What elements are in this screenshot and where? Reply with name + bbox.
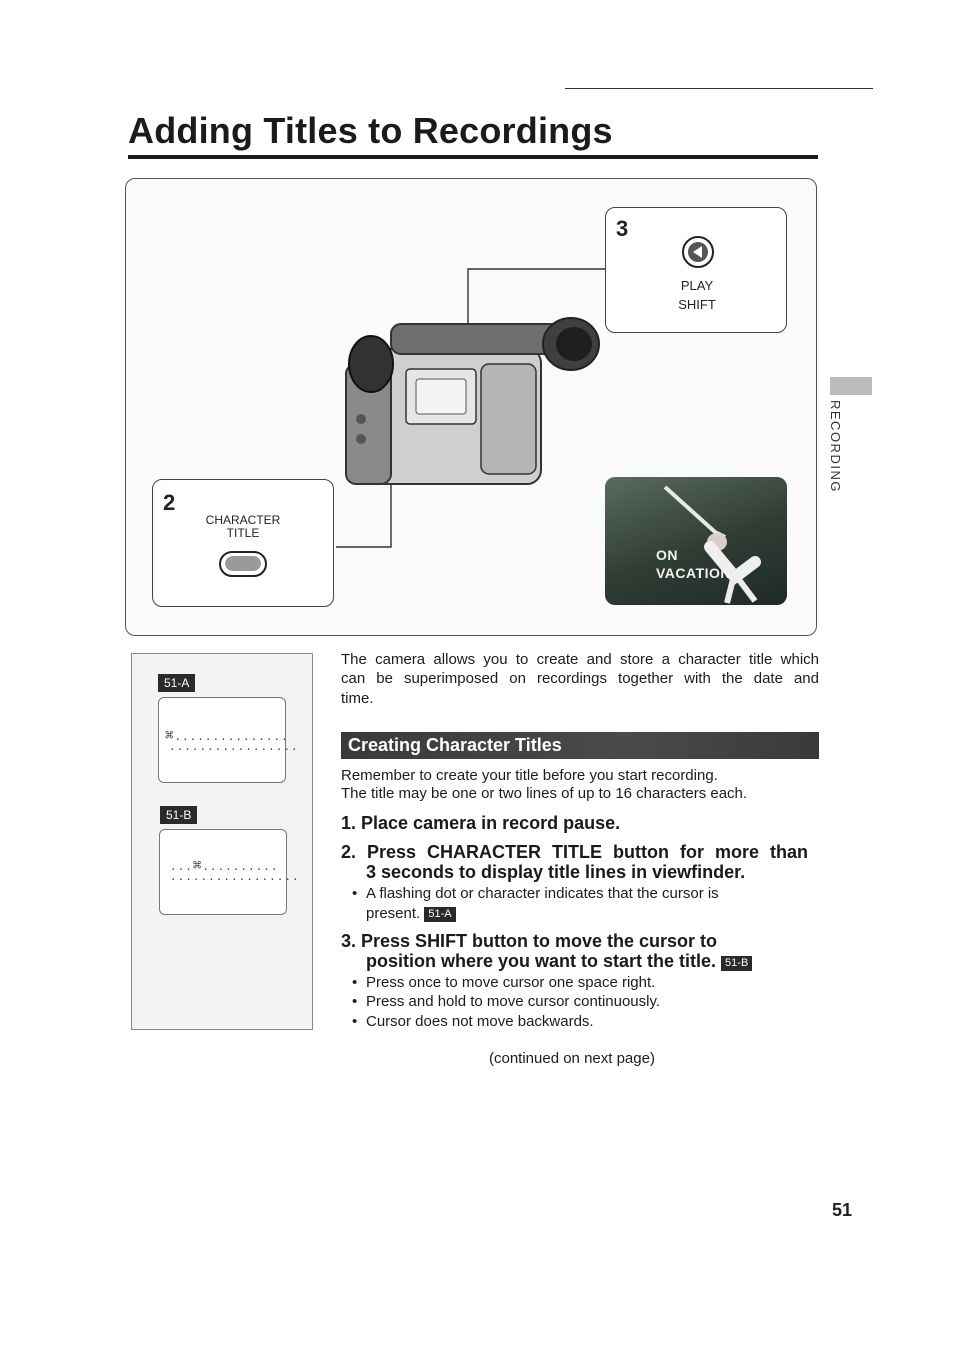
- camera-illustration: [125, 178, 817, 636]
- step-3-line2: [366, 951, 752, 972]
- top-rule: [565, 88, 873, 89]
- tag-51a: 51-A: [158, 674, 195, 692]
- play-shift-button-icon: [681, 235, 715, 269]
- viewfinder-examples-panel: [131, 653, 313, 1030]
- cursor-icon: ⌘: [165, 728, 175, 744]
- section-tab-marker: [830, 377, 872, 395]
- photo-title-line2: VACATION: [656, 565, 732, 581]
- photo-title-line1: ON: [656, 547, 678, 563]
- screen-a-line2: .................: [169, 740, 299, 753]
- viewfinder-screen-a: [158, 697, 299, 783]
- tag-51a-inline: 51-A: [424, 907, 455, 922]
- page-title: Adding Titles to Recordings: [128, 110, 613, 151]
- screen-a-dots1: ...............: [174, 730, 289, 743]
- step-2-bullet-text2: present.: [366, 905, 421, 922]
- intro-line2: can be superimposed on recordings together with the date and: [341, 670, 819, 687]
- step-2-bullet-line2: [366, 904, 456, 924]
- screen-b-dots1: ..........: [202, 860, 279, 873]
- step-2-line2: 3 seconds to display title lines in viewfinder.: [366, 862, 746, 882]
- section-note2: The title may be one or two lines of up to 16 characters each.: [341, 785, 748, 802]
- screen-b-prefix: ...: [170, 860, 193, 873]
- play-label: PLAY: [680, 278, 714, 293]
- screen-b-line2: .................: [170, 870, 300, 883]
- step-3-bullet3: • Cursor does not move backwards.: [366, 1012, 594, 1032]
- step-3-line1: 3. Press SHIFT button to move the cursor to: [341, 931, 718, 951]
- callout-character-title: [152, 479, 334, 607]
- camcorder-icon: [331, 309, 631, 499]
- section-title: Creating Character Titles: [348, 735, 562, 755]
- step-2-line1: 2. Press CHARACTER TITLE button for more than: [341, 842, 808, 862]
- intro-line3: time.: [341, 690, 374, 707]
- viewfinder-screen-b: [159, 829, 300, 915]
- page-number: 51: [832, 1200, 853, 1220]
- shift-label: SHIFT: [678, 297, 716, 312]
- callout-number-2: 2: [163, 490, 176, 515]
- step-3-bullet1: • Press once to move cursor one space right.: [366, 973, 655, 993]
- dancer-figure: [605, 477, 787, 605]
- character-label: CHARACTER: [205, 513, 281, 527]
- tag-51b-inline: 51-B: [721, 956, 752, 971]
- callout-number-3: 3: [616, 216, 629, 241]
- intro-line1: The camera allows you to create and store a character title which: [341, 651, 819, 668]
- tag-51b: 51-B: [160, 806, 197, 824]
- cursor-icon: ⌘: [192, 858, 203, 874]
- sample-title-photo: [605, 477, 787, 605]
- title-rule: [128, 155, 818, 159]
- title-label: TITLE: [226, 526, 260, 540]
- step-3-text2: position where you want to start the title.: [366, 951, 717, 971]
- section-header: [341, 732, 819, 759]
- step-3-bullet2: • Press and hold to move cursor continuously.: [366, 992, 660, 1012]
- callout-play-shift: [605, 207, 787, 333]
- step-2-bullet-line1: • A flashing dot or character indicates that the cursor is: [366, 884, 719, 904]
- section-note1: Remember to create your title before you start recording.: [341, 767, 718, 784]
- step-1: 1. Place camera in record pause.: [341, 813, 621, 833]
- continued-note: (continued on next page): [489, 1050, 655, 1067]
- section-tab-label: RECORDING: [828, 400, 843, 493]
- character-title-button-icon: [217, 548, 271, 580]
